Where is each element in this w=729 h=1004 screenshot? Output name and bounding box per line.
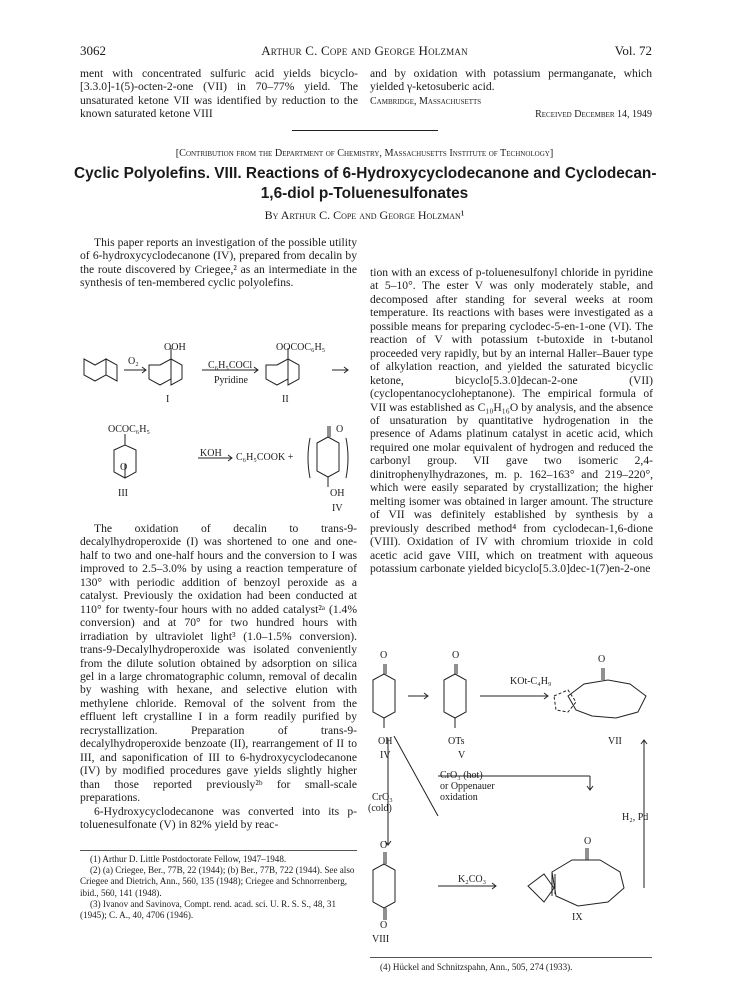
hydroperoxide-I xyxy=(149,359,171,385)
received-date: Received December 14, 1949 xyxy=(535,109,652,120)
page-number: 3062 xyxy=(80,43,106,58)
scheme2-ots: OTs xyxy=(448,736,465,747)
decalin-ring-right xyxy=(106,359,117,381)
scheme1-o-top: O xyxy=(336,424,344,435)
scheme1-oh: OH xyxy=(330,488,345,499)
scheme2-cold: (cold) xyxy=(368,803,392,814)
scheme2-oppenauer: or Oppenauer xyxy=(440,781,495,792)
scheme2-o1: O xyxy=(380,650,388,661)
scheme2-k2co3: K₂CO₃ xyxy=(458,874,487,885)
contribution-line: [Contribution from the Department of Chemistry, Massachusetts Institute of Technology] xyxy=(175,148,554,159)
scheme1-pyridine: Pyridine xyxy=(214,375,248,386)
scheme2-oh: OH xyxy=(378,736,393,747)
scheme1-ooh: OOH xyxy=(164,342,186,353)
scheme1-o2: O₂ xyxy=(128,356,139,367)
scheme2-o3: O xyxy=(598,654,606,665)
scheme1-ococ6h5: OCOC₆H₅ xyxy=(108,424,150,435)
footnote-right: (4) Hückel and Schnitzspahn, Ann., 505, 274 (1933). xyxy=(380,962,573,972)
scheme1-label-IV: IV xyxy=(332,503,343,514)
volume: Vol. 72 xyxy=(614,43,652,58)
scheme1-reagent: C₆H₅COCl xyxy=(208,360,253,371)
scheme2-o4: O xyxy=(380,840,388,851)
running-head: Arthur C. Cope and George Holzman xyxy=(261,43,468,58)
divider xyxy=(292,130,438,131)
scheme1-o-ring: O xyxy=(120,462,128,473)
footnotes-left: (1) Arthur D. Little Postdoctorate Fellow, 1947–1948. (2) (a) Criegee, Ber., 77B, 22 (1944); (b) Ber., 77B, 722 (1944). See also Criegee and Dietrich, Ann., 560, 135 (1948); Criegee and Schnorrenberg, ibid., 560, 141 (1948). (3) Ivanov and Savinova, Compt. rend. acad. sci. U. R. S. S., 48, 31 (1945); C. A., 40, 4706 (1946). xyxy=(80,854,355,921)
scheme2-IV xyxy=(373,674,395,718)
scheme2-o2: O xyxy=(452,650,460,661)
scheme1-label-II: II xyxy=(282,394,289,405)
article-title-line-1: Cyclic Polyolefins. VIII. Reactions of 6-Hydroxycyclodecanone and Cyclodecan- xyxy=(74,165,657,182)
scheme2-label-IX: IX xyxy=(572,912,583,923)
scheme2-cro3-hot: CrO₃ (hot) xyxy=(440,770,483,781)
scheme2-label-IV: IV xyxy=(380,750,391,761)
scheme2-o5: O xyxy=(584,836,592,847)
scheme2-VIII xyxy=(373,864,395,908)
prev-article-left: ment with concentrated sulfuric acid yields bicyclo-[3.3.0]-1(5)-octen-2-one (VII) in 70–77% yield. The unsaturated ketone VII was identified by reduction to the known saturated ketone VIII xyxy=(80,67,358,121)
scheme1-koh: KOH xyxy=(200,448,222,459)
scheme2-IX xyxy=(552,860,624,906)
scheme2-V xyxy=(444,674,466,718)
scheme2-h2pd: H₂, Pd xyxy=(622,812,649,823)
scheme1-label-III: III xyxy=(118,488,128,499)
scheme1-c6h5cook: C₆H₅COOK + xyxy=(236,452,294,463)
scheme2-kot: KOt-C₄H₉ xyxy=(510,676,552,687)
scheme1-label-I: I xyxy=(166,394,170,405)
footnote-rule-right xyxy=(370,957,652,958)
prev-article-right: and by oxidation with potassium permanganate, which yielded γ-ketosuberic acid. xyxy=(370,67,652,94)
scheme1-oococ6h5: OOCOC₆H₅ xyxy=(276,342,326,353)
byline: By Arthur C. Cope and George Holzman¹ xyxy=(264,208,465,222)
body-left: The oxidation of decalin to trans-9-decalylhydroperoxide (I) was shortened to one and one-half to two and one-half hours and the conversion to I was improved to 2.5–3.0% by using a reaction temperature of 130° with periodic addition of benzoyl peroxide as a catalyst. Previously the oxidation had been conducted at 110° for twenty-four hours with no added catalyst²ᵃ (1.4% conversion) and at 70° for two hundred hours with irradiation by ultraviolet light³ (1.0–1.5% conversion). trans-9-Decalylhydroperoxide was isolated conveniently from the dilute solution obtained by adsorption on silica gel in a large chromatographic column, removal of decalin by washing with hexane, and selective elution with methylene chloride. Removal of the solvent from the effluent left crystalline I in a form readily purified by recrystallization. Preparation of trans-9-decalylhydroperoxide benzoate (II), rearrangement of II to III, and saponification of III to 6-hydroxycyclodecanone (IV) by modified procedures gave yields slightly higher than those reported previously²ᵇ for small-scale preparations. 6-Hydroxycyclodecanone was converted into its p-toluenesulfonate (V) in 82% yield by reac- xyxy=(80,522,357,831)
benzoate-II xyxy=(266,359,288,385)
place: Cambridge, Massachusetts xyxy=(370,96,482,107)
footnote-rule xyxy=(80,850,357,851)
hydroxyketone-IV xyxy=(317,437,339,477)
body-right: tion with an excess of p-toluenesulfonyl chloride in pyridine at 5–10°. The ester V was only moderately stable, and decomposed after standing for several weeks at room temperature. Its reactions with bases were investigated as a possible means for preparing cyclodec-5-en-1-one (VI). The reaction of V with potassium t-butoxide in t-butanol proceeded very rapidly, but by an internal Haller–Bauer type of alkylation reaction, and yielded the saturated bicyclic ketone, bicyclo[5.3.0]decan-2-one (VII) (cyclopentanocycloheptanone). The empirical formula of VII was established as C₁₀H₁₆O by analysis, and the absence of unsaturation by quantitative hydrogenation in the presence of Adams platinum catalyst in acetic acid, which required one molar equivalent of hydrogen and reduced the carbonyl group. VII gave two isomeric 2,4-dinitrophenylhydrazones, m. p. 162–163° and 219–220°, which were easily separated by crystallization; the higher melting isomer was obtained in larger amount. The structure of VII was definitely established by synthesis by a previously described method⁴ from cyclodecan-1,6-dione (VIII). Oxidation of IV with chromium trioxide in cold acetic acid gave VIII, which on treatment with aqueous potassium carbonate yielded bicyclo[5.3.0]dec-1(7)en-2-one xyxy=(370,266,653,575)
scheme2-cro3: CrO₃ xyxy=(372,792,393,803)
decalin-ring-left xyxy=(84,359,106,381)
intro-paragraph: This paper reports an investigation of the possible utility of 6-hydroxycyclodecanone (IV), prepared from decalin by the route discovered by Criegee,² as an intermediate in the synthesis of ten-membered cyclic polyolefins. xyxy=(80,236,357,290)
scheme2-label-V: V xyxy=(458,750,466,761)
scheme2-oxidation: oxidation xyxy=(440,792,478,803)
scheme2-o6: O xyxy=(380,920,388,931)
scheme2-label-VIII: VIII xyxy=(372,934,390,945)
scheme2-label-VII: VII xyxy=(608,736,622,747)
article-title-line-2: 1,6-diol p-Toluenesulfonates xyxy=(260,185,469,202)
scheme2-VII xyxy=(568,680,646,718)
